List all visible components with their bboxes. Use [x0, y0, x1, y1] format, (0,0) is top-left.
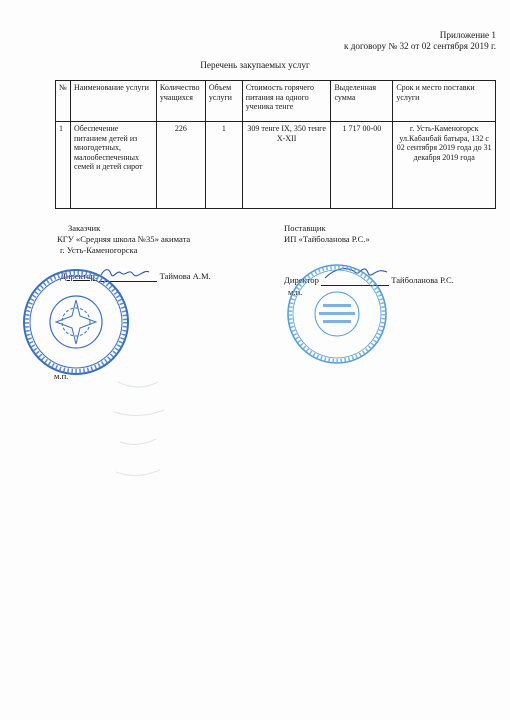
cell-volume: 1 [205, 122, 242, 209]
supplier-seal-label: м.п. [288, 287, 303, 297]
document-title: Перечень закупаемых услуг [200, 60, 310, 70]
cell-student-count: 226 [156, 122, 205, 209]
bleed-through-mark [108, 372, 178, 494]
supplier-org: ИП «Тайболанова Р.С.» [284, 234, 370, 244]
column-header: Наименование услуги [70, 81, 156, 122]
customer-seal [20, 266, 132, 383]
cell-cost: 309 тенге IX, 350 тенге X-XII [242, 122, 331, 209]
customer-city: г. Усть-Каменогорска [60, 245, 138, 255]
customer-seal-label: м.п. [54, 371, 69, 381]
column-header: Количество учащихся [156, 81, 205, 122]
cell-number: 1 [56, 122, 71, 209]
table-header-row [56, 81, 496, 122]
column-header: Срок и место поставки услуги [393, 81, 496, 122]
appendix-label: Приложение 1 [439, 30, 496, 40]
contract-reference: к договору № 32 от 02 сентября 2019 г. [343, 41, 496, 51]
column-header: Объем услуги [205, 81, 242, 122]
customer-director-label: Директор: [60, 271, 98, 281]
supplier-seal [285, 262, 389, 371]
cell-sum: 1 717 00-00 [331, 122, 393, 209]
customer-director-name: Таймова А.М. [159, 271, 211, 281]
column-header: Выделенная сумма [331, 81, 393, 122]
customer-role: Заказчик [68, 223, 101, 233]
column-header: Стоимость горячего питания на одного ученика тенге [242, 81, 331, 122]
column-header: № [56, 81, 71, 122]
cell-term: г. Усть-Каменогорск ул.Кабанбай батыра, 132 с 02 сентября 2019 года до 31 декабря 2019 года [393, 122, 496, 209]
cell-service-name: Обеспечение питанием детей из многодетных, малообеспеченных семей и детей сирот [70, 122, 156, 209]
supplier-role: Поставщик [284, 223, 326, 233]
table-row [56, 122, 496, 209]
supplier-director-name: Тайболанова Р.С. [391, 275, 454, 285]
customer-org: КГУ «Средняя школа №35» акимата [57, 234, 191, 244]
services-table [55, 80, 496, 209]
appendix-header [344, 30, 496, 52]
supplier-director-label: Директор [284, 275, 319, 285]
